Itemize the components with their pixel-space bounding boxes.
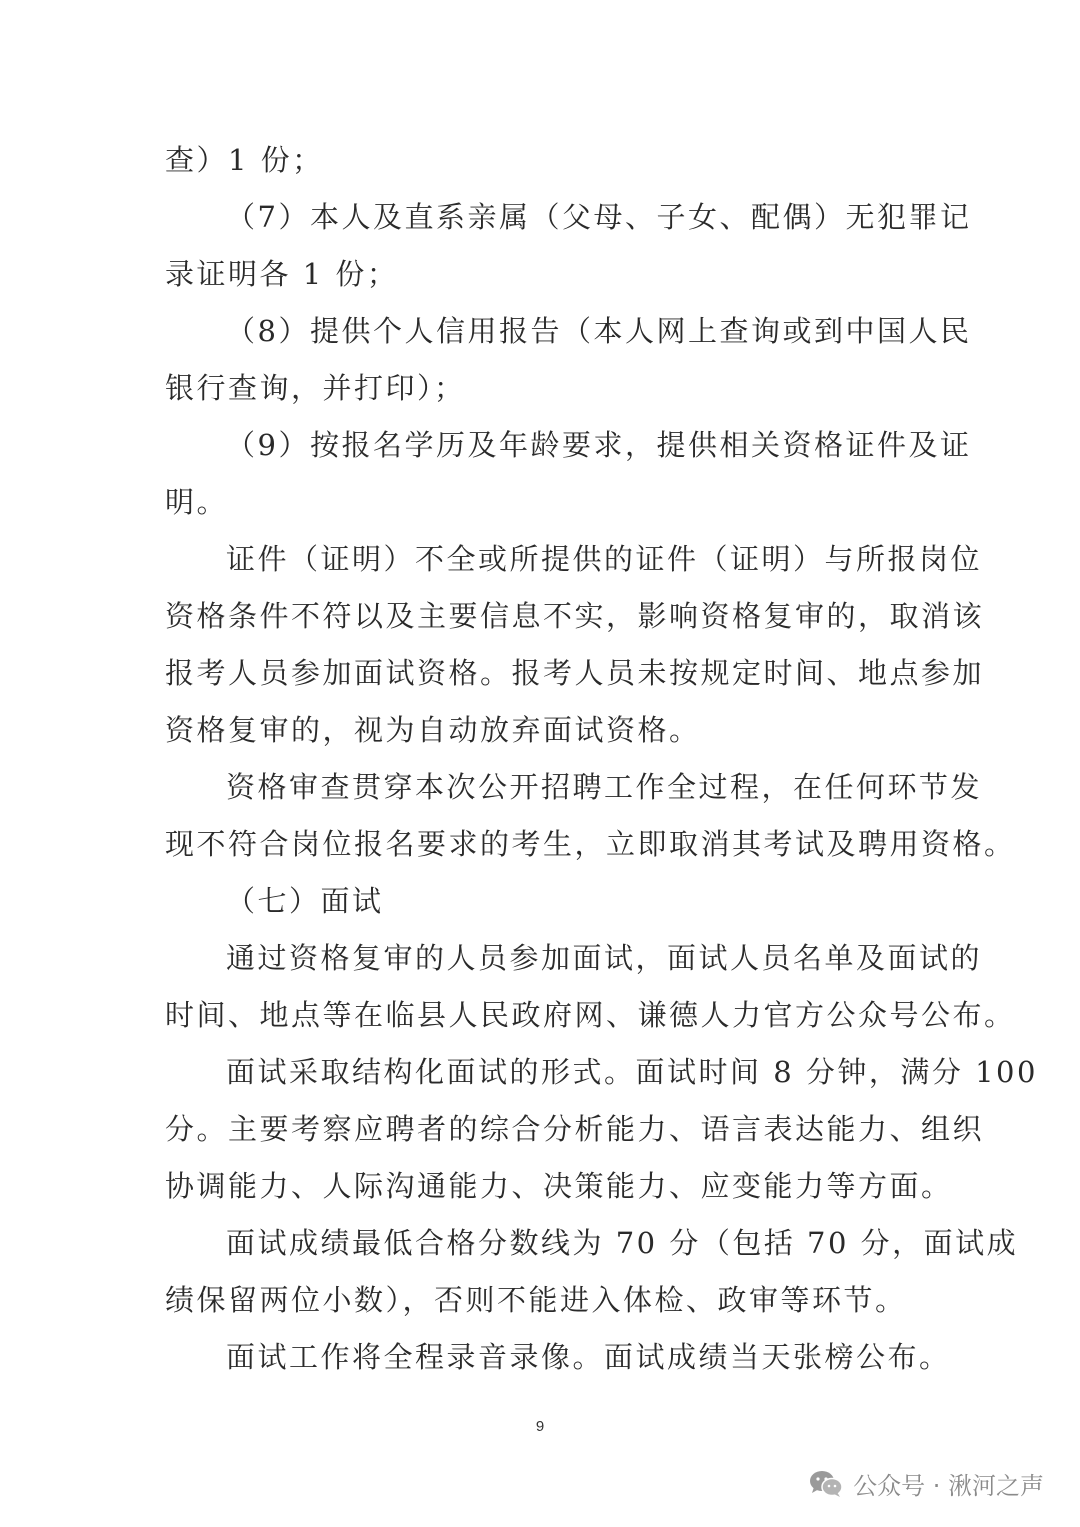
body-line: （8）提供个人信用报告（本人网上查询或到中国人民: [226, 314, 972, 348]
body-line: 面试工作将全程录音录像。面试成绩当天张榜公布。: [226, 1340, 951, 1374]
body-line: 银行查询，并打印）；: [165, 371, 466, 405]
body-line: 时间、地点等在临县人民政府网、谦德人力官方公众号公布。: [165, 998, 1016, 1032]
body-line: （9）按报名学历及年龄要求，提供相关资格证件及证: [226, 428, 972, 462]
body-line: 资格审查贯穿本次公开招聘工作全过程，在任何环节发: [226, 770, 983, 804]
wechat-icon: [809, 1470, 843, 1498]
body-line: 资格复审的，视为自动放弃面试资格。: [165, 713, 701, 747]
watermark-text: 公众号 · 湫河之声: [853, 1472, 1044, 1500]
body-line: 协调能力、人际沟通能力、决策能力、应变能力等方面。: [165, 1169, 953, 1203]
body-line: 面试采取结构化面试的形式。面试时间 8 分钟，满分 100: [226, 1055, 1038, 1089]
body-line: 查）1 份；: [165, 143, 324, 177]
watermark: [809, 1466, 1044, 1501]
body-line: （7）本人及直系亲属（父母、子女、配偶）无犯罪记: [226, 200, 972, 234]
body-line: 录证明各 1 份；: [165, 257, 399, 291]
body-line: 报考人员参加面试资格。报考人员未按规定时间、地点参加: [165, 656, 985, 690]
body-line: 分。主要考察应聘者的综合分析能力、语言表达能力、组织: [165, 1112, 985, 1146]
body-line: 绩保留两位小数），否则不能进入体检、政审等环节。: [165, 1283, 907, 1317]
body-line: 现不符合岗位报名要求的考生，立即取消其考试及聘用资格。: [165, 827, 1016, 861]
body-line: 证件（证明）不全或所提供的证件（证明）与所报岗位: [226, 542, 983, 576]
body-line: 明。: [165, 485, 229, 519]
section-heading: （七）面试: [226, 884, 384, 918]
body-line: 资格条件不符以及主要信息不实，影响资格复审的，取消该: [165, 599, 985, 633]
body-line: 通过资格复审的人员参加面试，面试人员名单及面试的: [226, 941, 983, 975]
body-line: 面试成绩最低合格分数线为 70 分（包括 70 分，面试成: [226, 1226, 1019, 1260]
page-number: 9: [535, 1418, 545, 1435]
